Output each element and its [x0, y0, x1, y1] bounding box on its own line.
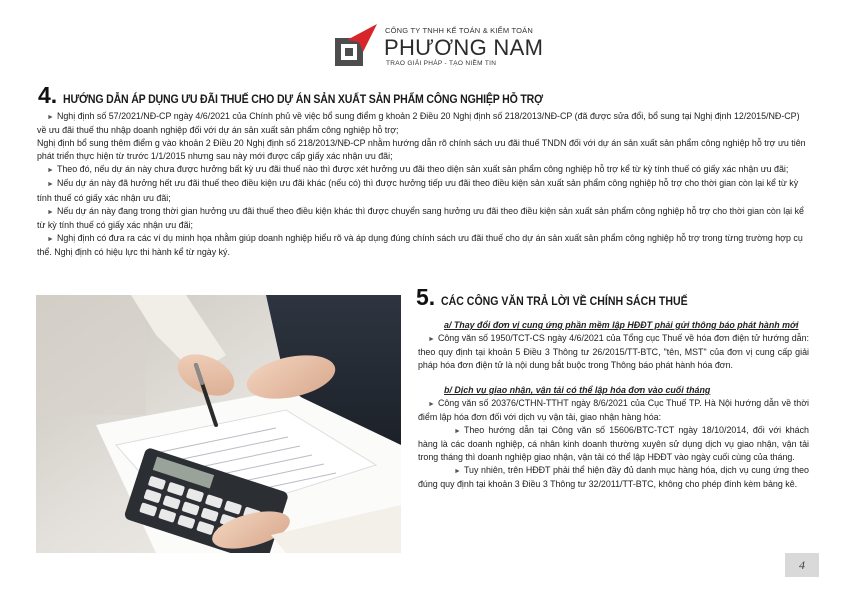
- logo-emblem-icon: [333, 22, 381, 70]
- bullet-icon: ►: [47, 235, 54, 243]
- section5-heading: [416, 284, 721, 311]
- subsection-b-point: ► Theo hướng dẫn tại Công văn số 15606/BTC-TCT ngày 18/10/2014, đối với khách hàng là các doanh nghiệp, cá nhân kinh doanh thường xuyên sử dụng dịch vụ giao nhận, vận tải trong tháng thì doanh nghiệp giao nhận, vận tải có thể lập HĐĐT vào ngày cuối cùng của tháng.: [418, 425, 809, 462]
- section4-paragraph: ► Nghị định có đưa ra các ví dụ minh họa nhằm giúp doanh nghiệp hiểu rõ và áp dụng đúng chính sách ưu đãi thuế cho dự án sản xuất sản phẩm công nghiệp hỗ trợ trong từng trường hợp cụ thể. Nghị định có hiệu lực thi hành kể từ ngày ký.: [37, 232, 803, 257]
- logo-tagline: TRAO GIẢI PHÁP - TẠO NIỀM TIN: [386, 60, 497, 67]
- logo-company-name: PHƯƠNG NAM: [384, 35, 544, 60]
- subsection-b-title: b/ Dịch vụ giao nhận, vận tải có thể lập hóa đơn vào cuối tháng: [444, 385, 711, 395]
- bullet-icon: ►: [454, 468, 461, 475]
- photo-illustration: [36, 295, 401, 553]
- page-number: 4: [785, 553, 819, 577]
- subsection-a-text: ► Công văn số 1950/TCT-CS ngày 4/6/2021 của Tổng cục Thuế về hóa đơn điện tử hướng dẫn: theo quy định tại khoản 5 Điều 3 Thông tư 26/2015/TT-BTC, "tên, MST" của đơn vị cung cấp giải pháp hóa đơn điện tử là nội dung bắt buộc trong Thông báo phát hành hóa đơn.: [418, 333, 809, 370]
- bullet-icon: ►: [428, 401, 435, 408]
- subsection-b-point: ► Tuy nhiên, trên HĐĐT phải thể hiện đầy đủ danh mục hàng hóa, dịch vụ cung ứng theo đúng quy định tại khoản 3 Điều 3 Thông tư 32/2011/TT-BTC, không cho phép đính kèm bảng kê.: [418, 465, 809, 489]
- bullet-icon: ►: [47, 181, 54, 189]
- bullet-icon: ►: [47, 114, 54, 121]
- subsection-a-title: a/ Thay đổi đơn vị cung ứng phần mềm lập HĐĐT phải gửi thông báo phát hành mới: [444, 320, 799, 330]
- company-logo: [333, 22, 544, 74]
- section4-paragraph: ► Theo đó, nếu dự án này chưa được hưởng bất kỳ ưu đãi thuế nào thì được xét hưởng ưu đãi theo diện sản xuất sản phẩm công nghiệp hỗ trợ kể từ kỳ tính thuế có giấy xác nhận ưu đãi;: [47, 164, 789, 175]
- subsection-b-text: ► Công văn số 20376/CTHN-TTHT ngày 8/6/2021 của Cục Thuế TP. Hà Nội hướng dẫn về thời điểm lập hóa đơn đối với dịch vụ vận tải, giao nhận hàng hóa:: [418, 398, 809, 422]
- section4-paragraph: Nghị định bổ sung thêm điểm g vào khoản 2 Điều 20 Nghị định số 218/2013/NĐ-CP nhằm hướng dẫn rõ chính sách ưu đãi thuế TNDN đối với dự án sản xuất sản phẩm công nghiệp hỗ trợ ưu tiên phát triển thực hiện từ trước 1/1/2015 nhưng sau này mới được cấp giấy xác nhận ưu đãi;: [37, 138, 806, 162]
- bullet-icon: ►: [454, 428, 461, 435]
- section4-paragraph: ► Nếu dự án này đang trong thời gian hưởng ưu đãi thuế theo điều kiện khác thì được chuyển sang hưởng ưu đãi theo điều kiện sản xuất sản phẩm công nghiệp hỗ trợ cho thời gian còn lại kể từ kỳ tính thuế có giấy xác nhận ưu đãi;: [37, 205, 804, 230]
- bullet-icon: ►: [47, 167, 54, 175]
- section4-heading: [38, 82, 609, 109]
- bullet-icon: ►: [47, 208, 54, 216]
- section4-number: 4.: [38, 82, 58, 108]
- section4-body: [37, 110, 807, 259]
- section5-title: CÁC CÔNG VĂN TRẢ LỜI VỀ CHÍNH SÁCH THUẾ: [441, 294, 688, 308]
- section4-title: HƯỚNG DẪN ÁP DỤNG ƯU ĐÃI THUẾ CHO DỰ ÁN SẢN XUẤT SẢN PHẨM CÔNG NGHIỆP HỖ TRỢ: [63, 92, 544, 106]
- section5-body: [418, 319, 809, 491]
- section5-number: 5.: [416, 284, 436, 310]
- section4-paragraph: ► Nếu dự án này đã hưởng hết ưu đãi thuế theo điều kiện ưu đãi khác (nếu có) thì được hưởng tiếp ưu đãi theo điều kiện sản xuất sản phẩm công nghiệp hỗ trợ cho thời gian còn lại kể từ kỳ tính thuế có giấy xác nhận ưu đãi;: [37, 178, 799, 203]
- accounting-photo: [36, 295, 401, 553]
- bullet-icon: ►: [428, 336, 435, 343]
- section4-paragraph: ► Nghị định số 57/2021/NĐ-CP ngày 4/6/2021 của Chính phủ về việc bổ sung điểm g khoản 2 Điều 20 Nghị định số 218/2013/NĐ-CP (đã được sửa đổi, bổ sung tại Nghị định 12/2015/NĐ-CP) về ưu đãi thuế thu nhập doanh nghiệp đối với dự án sản xuất sản phẩm công nghiệp hỗ trợ;: [37, 111, 800, 136]
- logo-company-small: CÔNG TY TNHH KẾ TOÁN & KIỂM TOÁN: [385, 26, 533, 35]
